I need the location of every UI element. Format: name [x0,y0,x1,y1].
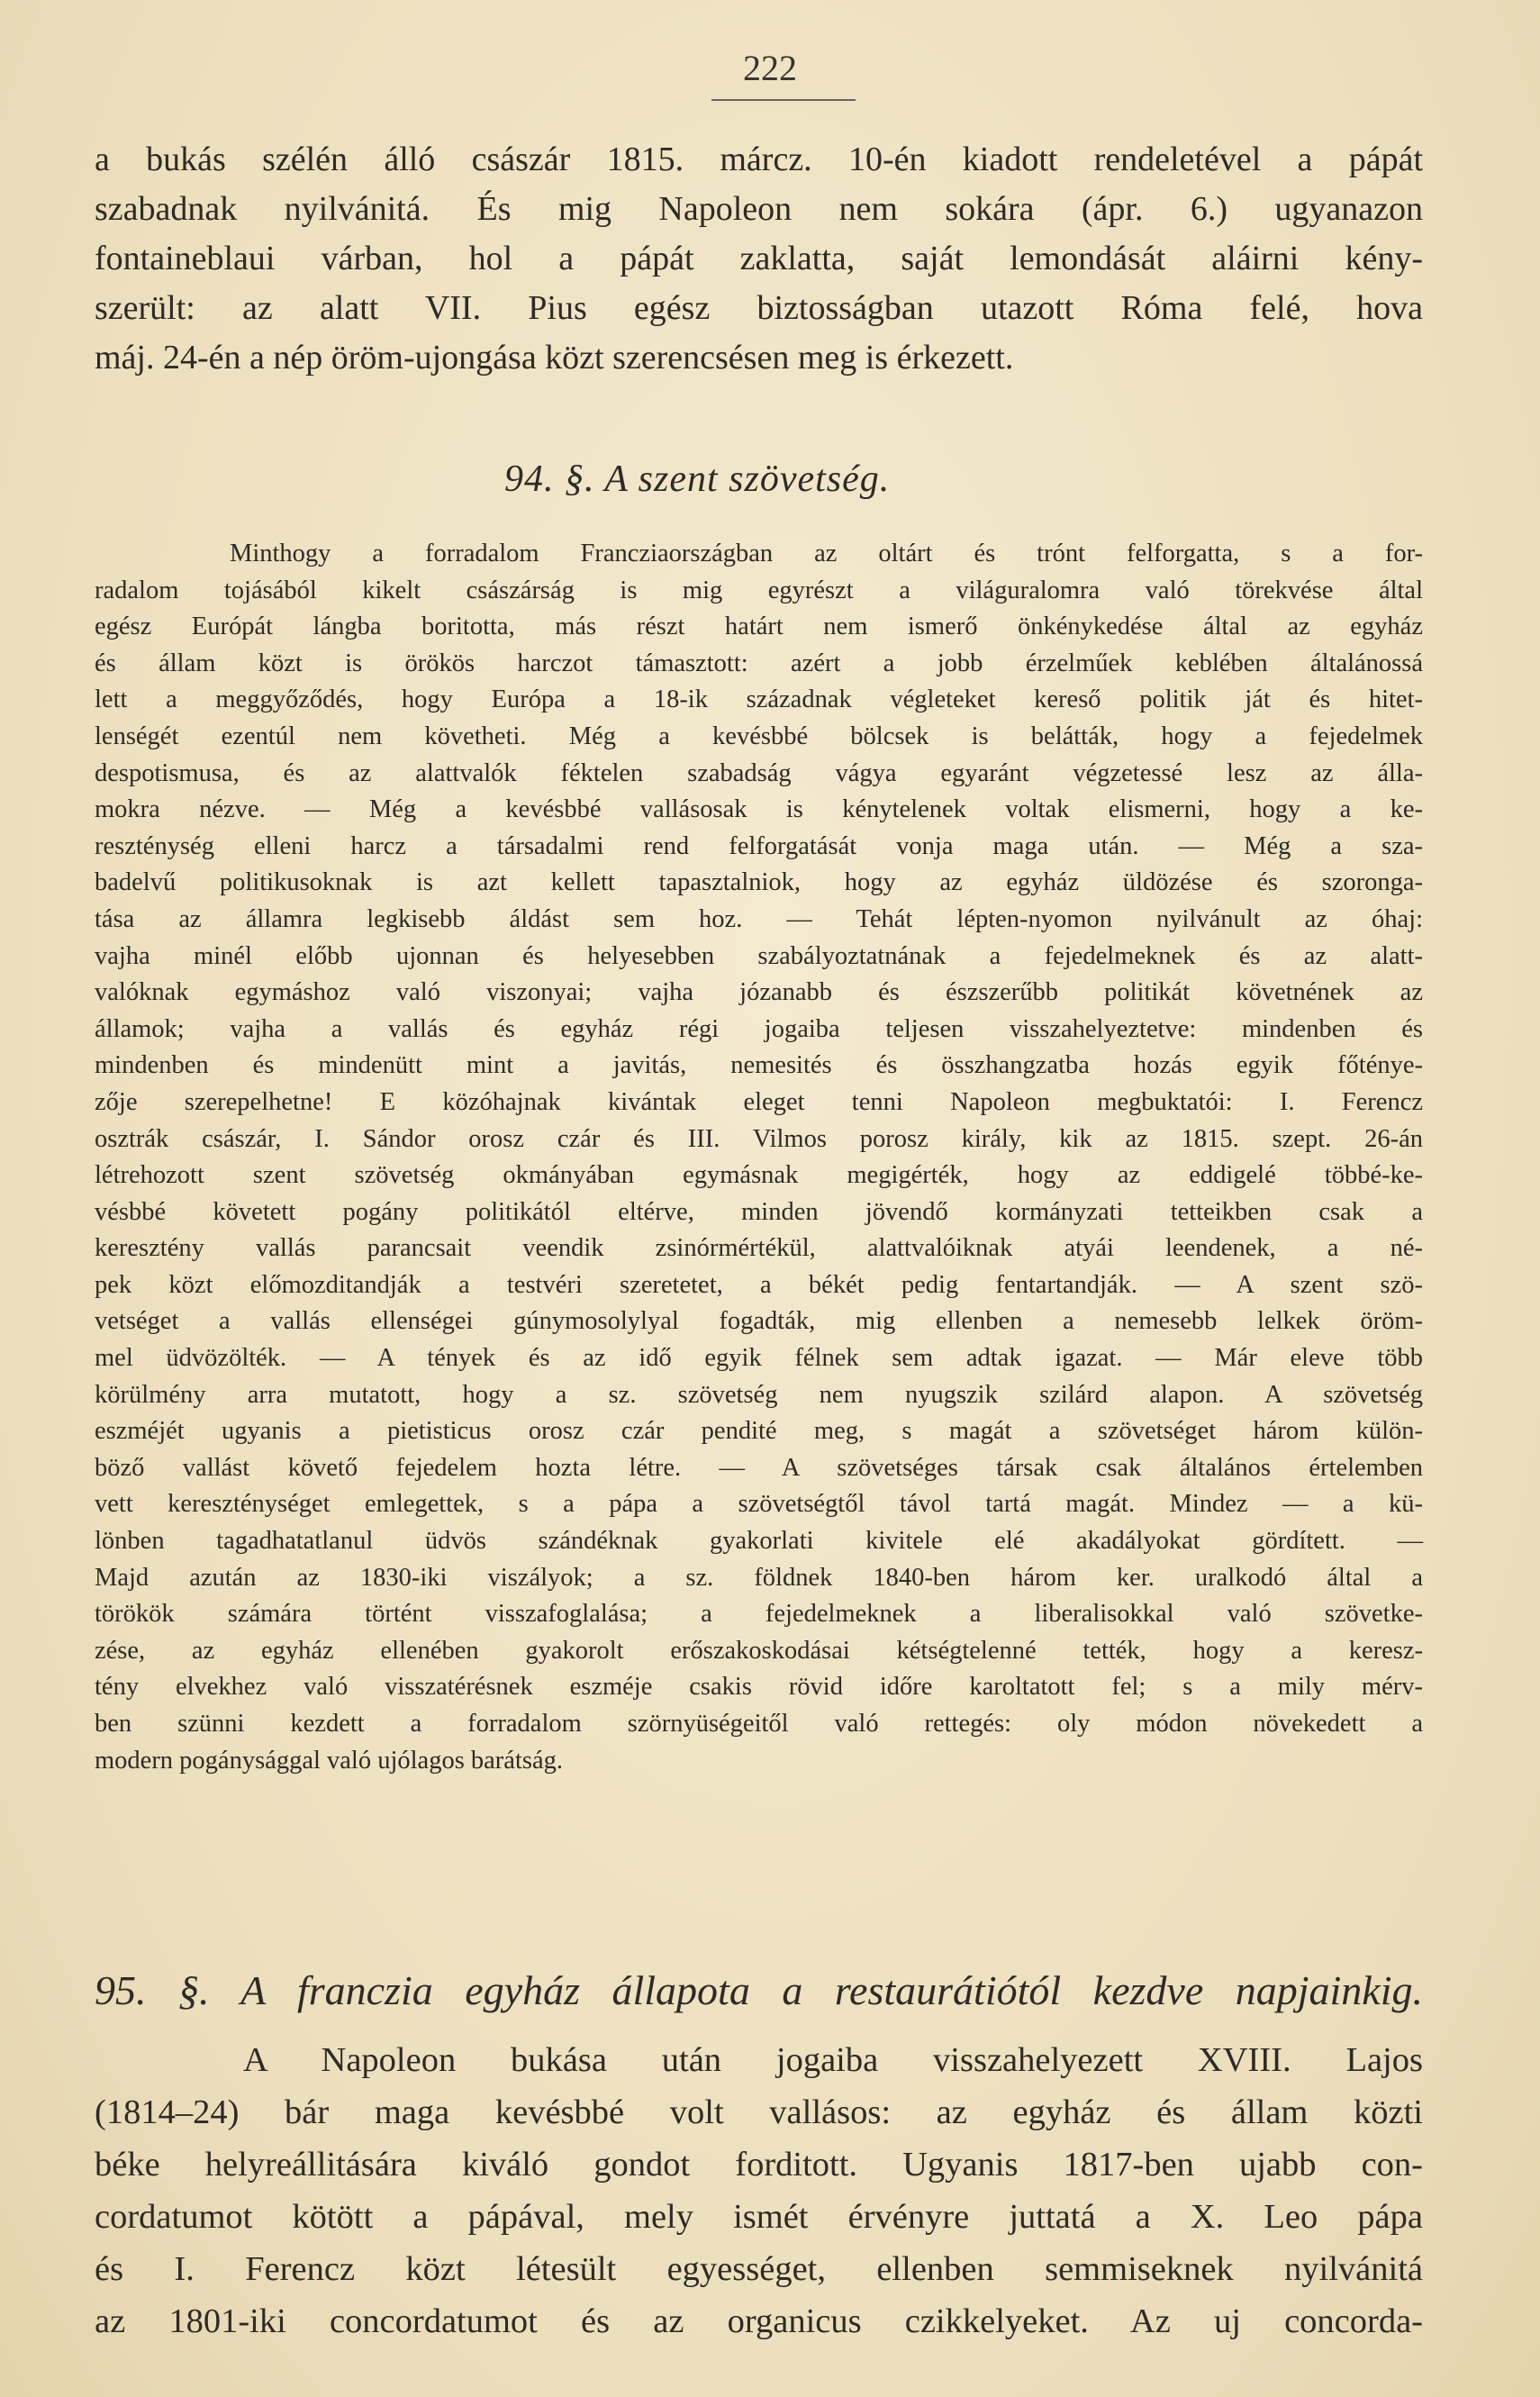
text-line: tása az államra legkisebb áldást sem hoz. — Tehát lépten-nyomon nyilvánult az óhaj: [95,904,1423,933]
text-line: zése, az egyház ellenében gyakorolt erőszakoskodásai kétségtelenné tették, hogy a keresz- [95,1636,1423,1665]
text-line: mindenben és mindenütt mint a javitás, nemesités és összhangzatba hozás egyik főténye- [95,1051,1423,1080]
text-line: tény elvekhez való visszatérésnek eszméje csakis rövid időre karoltatott fel; s a mily mérv- [95,1673,1423,1702]
section-95-heading: 95. §. A franczia egyház állapota a restaurátiótól kezdve napjainkig. [95,1967,1423,2013]
section-95-body [95,2034,1423,2347]
text-line: egész Európát lángba boritotta, más részt határt nem ismerő önkénykedése által az egyház [95,613,1423,641]
text-line: böző vallást követő fejedelem hozta létre. — A szövetséges társak csak általános értelemben [95,1453,1423,1482]
text-line: valóknak egymáshoz való viszonyai; vajha józanabb és észszerűbb politikát követnének az [95,978,1423,1007]
text-line: vetséget a vallás ellenségei gúnymosolylyal fogadták, mig ellenben a nemesebb lelkek öröm- [95,1307,1423,1336]
text-line: eszméjét ugyanis a pietisticus orosz czár pendité meg, s magát a szövetséget három külön- [95,1417,1423,1446]
text-line: osztrák császár, I. Sándor orosz czár és III. Vilmos porosz király, kik az 1815. szept. 26-án [95,1124,1423,1153]
text-line: (1814–24) bár maga kevésbbé volt vallásos: az egyház és állam közti [95,2093,1423,2131]
text-line: lenségét ezentúl nem követheti. Még a kevésbbé bölcsek is belátták, hogy a fejedelmek [95,722,1423,750]
text-line: keresztény vallás parancsait veendik zsinórmértékül, alattvalóiknak atyái leendenek, a né- [95,1234,1423,1263]
text-line: szerült: az alatt VII. Pius egész biztosságban utazott Róma felé, hova [95,289,1423,327]
text-line: béke helyreállitására kiváló gondot forditott. Ugyanis 1817-ben ujabb con- [95,2146,1423,2184]
text-line: szabadnak nyilvánitá. És mig Napoleon nem sokára (ápr. 6.) ugyanazon [95,190,1423,228]
text-line: a bukás szélén álló császár 1815. márcz. 10-én kiadott rendeletével a pápát [95,141,1423,178]
text-line: despotismusa, és az alattvalók féktelen szabadság vágya egyaránt végzetessé lesz az álla- [95,758,1423,787]
text-line: vett kereszténységet emlegettek, s a pápa a szövetségtől távol tartá magát. Mindez — a kü- [95,1490,1423,1519]
page-number-rule [711,99,856,101]
section-94-heading: 94. §. A szent szövetség. [504,459,891,500]
text-line: az 1801-iki concordatumot és az organicus czikkelyeket. Az uj concorda- [95,2302,1423,2340]
text-line: fontaineblaui várban, hol a pápát zaklatta, saját lemondását aláirni kény- [95,240,1423,277]
section-94-body [95,536,1423,1779]
text-line: körülmény arra mutatott, hogy a sz. szövetség nem nyugszik szilárd alapon. A szövetség [95,1380,1423,1409]
text-line: zője szerepelhetne! E közóhajnak kivántak eleget tenni Napoleon megbuktatói: I. Ferencz [95,1087,1423,1116]
text-line: pek közt előmozditandják a testvéri szeretetet, a békét pedig fentartandják. — A szent szö- [95,1270,1423,1299]
text-line: radalom tojásából kikelt császárság is mig egyrészt a világuralomra való törekvése által [95,576,1423,604]
text-line: Majd azután az 1830-iki viszályok; a sz. földnek 1840-ben három ker. uralkodó által a [95,1563,1423,1592]
text-line: törökök számára történt visszafoglalása; a fejedelmeknek a liberalisokkal való szövetke- [95,1600,1423,1629]
text-line: lönben tagadhatatlanul üdvös szándéknak gyakorlati kivitele elé akadályokat gördített. — [95,1527,1423,1556]
text-line: A Napoleon bukása után jogaiba visszahelyezett XVIII. Lajos [243,2041,1423,2079]
text-line: mel üdvözölték. — A tények és az idő egyik félnek sem adtak igazat. — Már eleve több [95,1344,1423,1373]
text-line: vajha minél előbb ujonnan és helyesebben szabályoztatnának a fejedelmeknek és az alatt- [95,941,1423,970]
text-line: Minthogy a forradalom Francziaországban az oltárt és trónt felforgatta, s a for- [230,540,1423,567]
text-line: és I. Ferencz közt létesült egyességet, ellenben semmiseknek nyilvánitá [95,2250,1423,2288]
page-number: 222 [743,48,797,88]
text-line: cordatumot kötött a pápával, mely ismét érvényre juttatá a X. Leo pápa [95,2198,1423,2236]
text-line: reszténység elleni harcz a társadalmi rend felforgatását vonja maga után. — Még a sza- [95,831,1423,860]
text-line: modern pogánysággal való ujólagos barátság. [95,1746,563,1775]
text-line: lett a meggyőződés, hogy Európa a 18-ik századnak végleteket kereső politik ját és hitet- [95,686,1423,714]
text-line: badelvű politikusoknak is azt kellett tapasztalniok, hogy az egyház üldözése és szoronga- [95,868,1423,897]
text-line: államok; vajha a vallás és egyház régi jogaiba teljesen visszahelyeztetve: mindenben és [95,1014,1423,1043]
text-line: létrehozott szent szövetség okmányában egymásnak megigérték, hogy az eddigelé többé-ke- [95,1161,1423,1190]
text-line: vésbbé követett pogány politikától eltérve, minden jövendő kormányzati tetteikben csak a [95,1197,1423,1226]
text-line: ben szünni kezdett a forradalom szörnyüségeitől való rettegés: oly módon növekedett a [95,1710,1423,1738]
text-line: máj. 24-én a nép öröm-ujongása közt szerencsésen meg is érkezett. [95,339,1014,377]
intro-paragraph [95,135,1423,383]
text-line: és állam közt is örökös harczot támasztott: azért a jobb érzelműek keblében általánossá [95,649,1423,677]
text-line: mokra nézve. — Még a kevésbbé vallásosak is kénytelenek voltak elismerni, hogy a ke- [95,795,1423,824]
